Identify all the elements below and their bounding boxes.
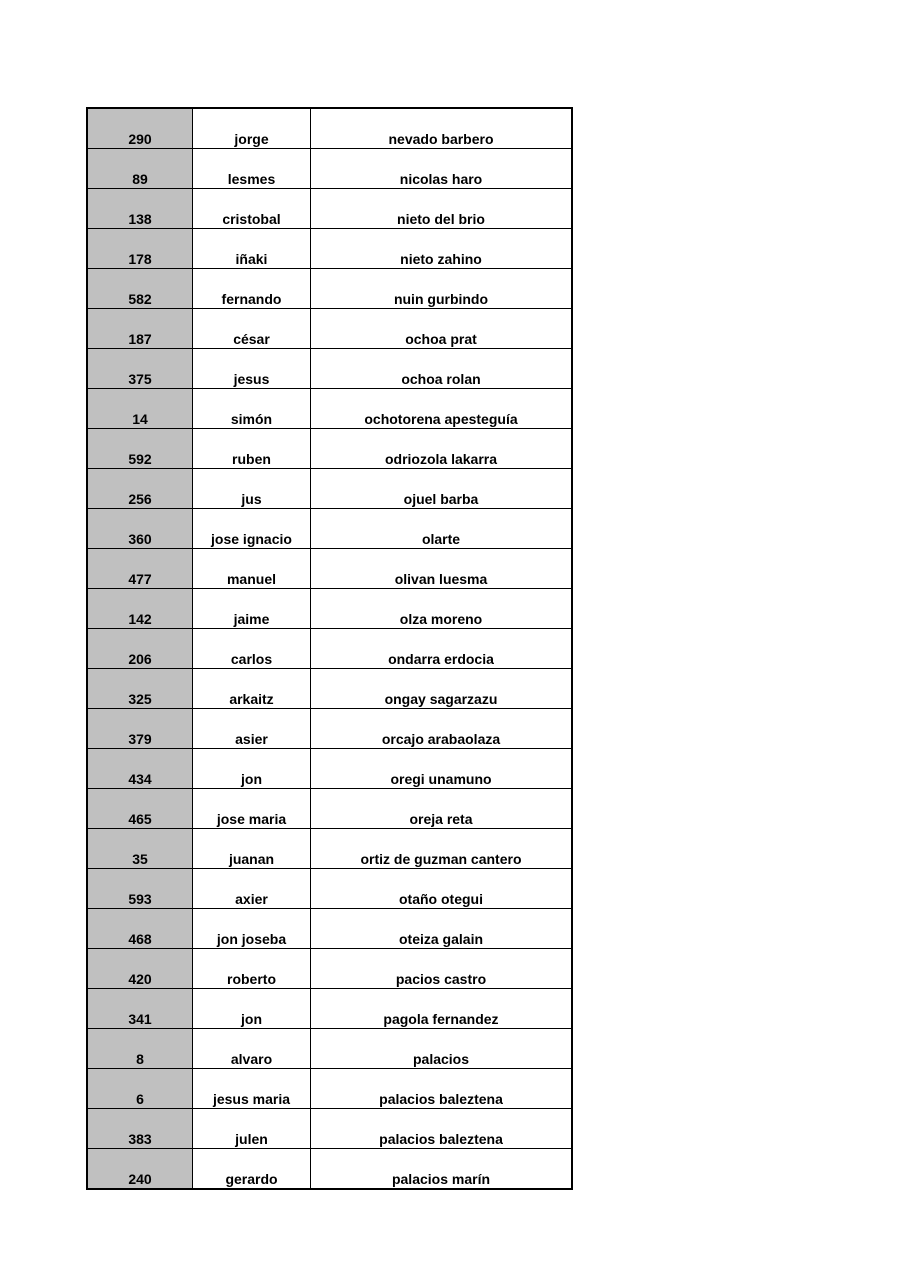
participant-last-name: nieto del brio <box>311 189 573 229</box>
table-row <box>87 1149 572 1190</box>
participant-number: 379 <box>87 709 193 749</box>
participant-last-name: oreja reta <box>311 789 573 829</box>
participant-number: 593 <box>87 869 193 909</box>
table-row <box>87 309 572 349</box>
participant-number: 420 <box>87 949 193 989</box>
participant-last-name: nieto zahino <box>311 229 573 269</box>
participant-last-name: ondarra erdocia <box>311 629 573 669</box>
participant-last-name: ochoa rolan <box>311 349 573 389</box>
participant-number: 375 <box>87 349 193 389</box>
participant-last-name: palacios baleztena <box>311 1109 573 1149</box>
participant-first-name: juanan <box>193 829 311 869</box>
participant-number: 360 <box>87 509 193 549</box>
participant-last-name: olza moreno <box>311 589 573 629</box>
participant-first-name: jon <box>193 749 311 789</box>
participant-number: 468 <box>87 909 193 949</box>
table-row <box>87 1109 572 1149</box>
table-row <box>87 189 572 229</box>
participant-first-name: jaime <box>193 589 311 629</box>
participant-number: 325 <box>87 669 193 709</box>
table-row <box>87 389 572 429</box>
table-row <box>87 1069 572 1109</box>
participant-last-name: nuin gurbindo <box>311 269 573 309</box>
participant-number: 206 <box>87 629 193 669</box>
participant-first-name: asier <box>193 709 311 749</box>
participant-last-name: palacios <box>311 1029 573 1069</box>
participant-last-name: palacios baleztena <box>311 1069 573 1109</box>
participant-last-name: oregi unamuno <box>311 749 573 789</box>
table-row <box>87 549 572 589</box>
participant-number: 592 <box>87 429 193 469</box>
participant-first-name: fernando <box>193 269 311 309</box>
table-row <box>87 229 572 269</box>
participant-number: 465 <box>87 789 193 829</box>
participant-number: 341 <box>87 989 193 1029</box>
table-row <box>87 989 572 1029</box>
participant-first-name: cristobal <box>193 189 311 229</box>
participant-first-name: gerardo <box>193 1149 311 1190</box>
participant-number: 178 <box>87 229 193 269</box>
participant-number: 14 <box>87 389 193 429</box>
table-row <box>87 149 572 189</box>
participant-first-name: julen <box>193 1109 311 1149</box>
participant-last-name: oteiza galain <box>311 909 573 949</box>
table-row <box>87 589 572 629</box>
participant-first-name: roberto <box>193 949 311 989</box>
participant-last-name: pagola fernandez <box>311 989 573 1029</box>
participant-number: 383 <box>87 1109 193 1149</box>
participant-first-name: manuel <box>193 549 311 589</box>
table-row <box>87 1029 572 1069</box>
participant-first-name: ruben <box>193 429 311 469</box>
table-row <box>87 108 572 149</box>
participant-number: 256 <box>87 469 193 509</box>
table-row <box>87 869 572 909</box>
participant-last-name: olarte <box>311 509 573 549</box>
participant-last-name: odriozola lakarra <box>311 429 573 469</box>
participant-first-name: jus <box>193 469 311 509</box>
table-row <box>87 749 572 789</box>
table-row <box>87 669 572 709</box>
participant-last-name: pacios castro <box>311 949 573 989</box>
participant-number: 434 <box>87 749 193 789</box>
table-row <box>87 629 572 669</box>
participant-table-body <box>87 108 572 1189</box>
participant-last-name: nevado barbero <box>311 108 573 149</box>
participant-first-name: jesus maria <box>193 1069 311 1109</box>
table-row <box>87 509 572 549</box>
participant-first-name: alvaro <box>193 1029 311 1069</box>
participant-first-name: jose maria <box>193 789 311 829</box>
participant-first-name: arkaitz <box>193 669 311 709</box>
participant-number: 477 <box>87 549 193 589</box>
participant-first-name: jon joseba <box>193 909 311 949</box>
participant-last-name: orcajo arabaolaza <box>311 709 573 749</box>
table-row <box>87 829 572 869</box>
participant-last-name: olivan luesma <box>311 549 573 589</box>
table-row <box>87 909 572 949</box>
participant-number: 138 <box>87 189 193 229</box>
table-row <box>87 709 572 749</box>
participant-number: 582 <box>87 269 193 309</box>
table-row <box>87 349 572 389</box>
participant-number: 142 <box>87 589 193 629</box>
participant-first-name: carlos <box>193 629 311 669</box>
participant-first-name: jose ignacio <box>193 509 311 549</box>
participant-last-name: ortiz de guzman cantero <box>311 829 573 869</box>
participant-first-name: simón <box>193 389 311 429</box>
table-row <box>87 269 572 309</box>
participant-first-name: césar <box>193 309 311 349</box>
table-row <box>87 429 572 469</box>
table-row <box>87 469 572 509</box>
participant-last-name: ochotorena apesteguía <box>311 389 573 429</box>
table-row <box>87 789 572 829</box>
participant-first-name: jon <box>193 989 311 1029</box>
participant-number: 35 <box>87 829 193 869</box>
participant-number: 89 <box>87 149 193 189</box>
participant-last-name: otaño otegui <box>311 869 573 909</box>
participant-last-name: nicolas haro <box>311 149 573 189</box>
participant-last-name: palacios marín <box>311 1149 573 1190</box>
participant-last-name: ochoa prat <box>311 309 573 349</box>
participant-first-name: jesus <box>193 349 311 389</box>
table-row <box>87 949 572 989</box>
participant-number: 8 <box>87 1029 193 1069</box>
participant-first-name: iñaki <box>193 229 311 269</box>
participant-first-name: jorge <box>193 108 311 149</box>
participant-first-name: axier <box>193 869 311 909</box>
participant-number: 240 <box>87 1149 193 1190</box>
participant-number: 6 <box>87 1069 193 1109</box>
participant-last-name: ongay sagarzazu <box>311 669 573 709</box>
participant-table <box>86 107 573 1190</box>
participant-first-name: lesmes <box>193 149 311 189</box>
participant-number: 290 <box>87 108 193 149</box>
participant-last-name: ojuel barba <box>311 469 573 509</box>
participant-number: 187 <box>87 309 193 349</box>
